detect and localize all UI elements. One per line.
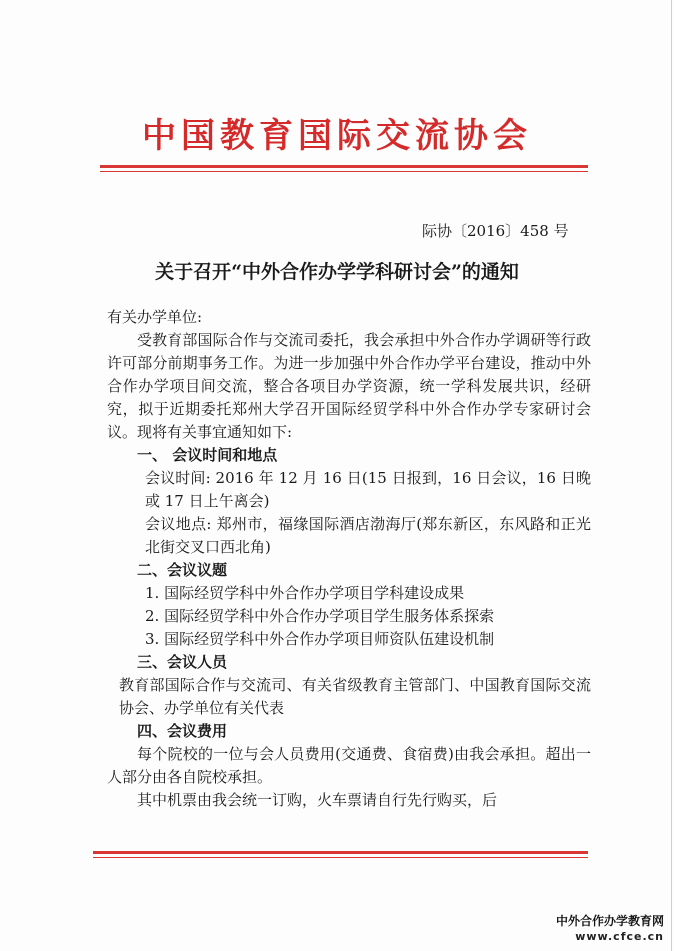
section-2-heading: 二、会议议题	[137, 561, 228, 579]
topic-item: 3. 国际经贸学科中外合作办学项目师资队伍建设机制	[145, 630, 495, 648]
document-number: 际协〔2016〕458 号	[422, 222, 569, 240]
letterhead: 中国教育国际交流协会	[142, 116, 532, 156]
section-3-heading: 三、会议人员	[137, 653, 228, 671]
section-1-heading: 一、 会议时间和地点	[137, 446, 278, 464]
topic-item: 1. 国际经贸学科中外合作办学项目学科建设成果	[145, 584, 465, 602]
tickets-text: 其中机票由我会统一订购，火车票请自行先行购买，后	[137, 791, 498, 809]
watermark-site: www.cfce.cn	[575, 930, 664, 943]
footer-rule-thick	[93, 851, 588, 854]
topic-item: 2. 国际经贸学科中外合作办学项目学生服务体系探索	[145, 607, 495, 625]
salutation: 有关办学单位:	[107, 308, 203, 326]
letterhead-rule-thin	[100, 171, 588, 172]
intro-paragraph: 受教育部国际合作与交流司委托，我会承担中外合作办学调研等行政许可部分前期事务工作。为进一步加强中外合作办学平台建设，推动中外合作办学项目间交流，整合各项目办学资源，统一学科发展共识，经研究，拟于近期委托郑州大学召开国际经贸学科中外合作办学专家研讨会议。现将有关事宜通知如下:	[107, 331, 591, 441]
letterhead-rule-thick	[100, 165, 588, 168]
document-body	[107, 306, 591, 812]
attendees-text: 教育部国际合作与交流司、有关省级教育主管部门、中国教育国际交流协会、办学单位有关代表	[119, 676, 591, 717]
footer-rule-thin	[93, 857, 588, 858]
meeting-place: 会议地点: 郑州市，福缘国际酒店渤海厅(郑东新区，东风路和正光北街交叉口西北角)	[145, 515, 591, 556]
fees-text: 每个院校的一位与会人员费用(交通费、食宿费)由我会承担。超出一人部分由各自院校承担。	[107, 745, 591, 786]
watermark-name: 中外合作办学教育网	[555, 914, 664, 928]
watermark	[556, 913, 664, 945]
document-title: 关于召开“中外合作办学学科研讨会”的通知	[155, 261, 519, 283]
meeting-time: 会议时间: 2016 年 12 月 16 日(15 日报到，16 日会议，16 日晚或 17 日上午离会)	[145, 469, 591, 510]
section-4-heading: 四、会议费用	[137, 722, 228, 740]
